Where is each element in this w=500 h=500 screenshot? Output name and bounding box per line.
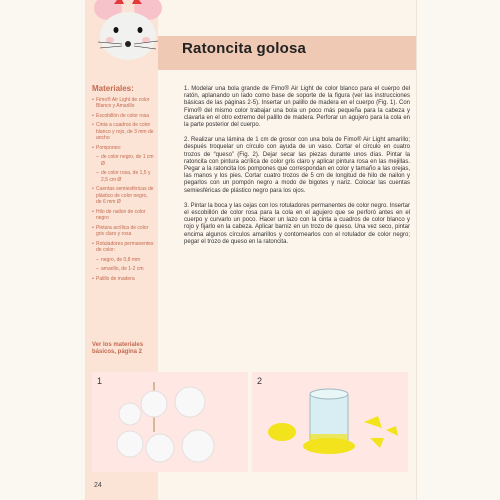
instruction-step-3: 3. Pintar la boca y las cejas con los rotuladores permanentes de color negro. Insertar el escobillón de color rosa para la cola en el agujero que se perforó antes en el cuerpo y curvarlo un poco. Hacer un lazo con la cinta a cuadros de color blanco y rojo y fijarlo en la cabeza. Aplicar barniz en un trozo de queso. Una vez seco, pintar encima algunos círculos amarillos y contornearlos con el rotulador de color negro; pegar el trozo de queso en la ratoncita. [184,202,410,245]
materials-item: • Hilo de nailon de color negro [92,209,154,222]
instruction-step-2: 2. Realizar una lámina de 1 cm de grosor con una bola de Fimo® Air Light amarillo; después troquelar un círculo con ayuda de un vaso. Cortar el círculo en cuatro trozos de “queso” (Fig. 2). Dejar secar las piezas durante unos días. Pintar la ratoncita con pintura acrílica de color gris claro y aplicar pintura rosa en las mejillas. Pegar a la ratoncita los pompones que correspondan en color y tamaño a las orejas, las manos y los pies. Cortar cuatro trozos de 5 cm de longitud de hilo de nailon y pegarlos con un pompón negro a modo de bigotes y nariz. Colocar las cuentas semiesféricas de plástico negro para los ojos. [184,137,410,194]
materials-item: – de color negro, de 1 cm Ø [92,154,154,167]
mouse-head-illustration [92,0,164,62]
materials-item: – de color rosa, de 1,5 y 2,5 cm Ø [92,170,154,183]
materials-items [92,97,154,283]
materials-item: – amarillo, de 1-2 cm [92,266,154,273]
instructions [184,86,410,254]
materials-item: • Escobillón de color rosa [92,113,154,120]
figure-2 [252,372,408,472]
materials-item: • Cuentas semiesféricas de plástico de color negro, de 6 mm Ø [92,186,154,206]
instruction-step-1: 1. Modelar una bola grande de Fimo® Air Light de color blanco para el cuerpo del ratón, aplanando un lado como base de soporte de la figura (ver las instrucciones básicas de las páginas 2-5). Insertar un palillo de madera en el cuerpo (Fig. 1). Con Fimo® del mismo color trabajar una bola un poco más pequeña para la cabeza y clavarla en el otro extremo del palillo de madera. Perforar un agujero para la cola en la parte posterior del cuerpo. [184,86,410,129]
materials-item: • Palillo de madera [92,276,154,283]
materials-list [92,86,154,285]
figure-row [92,372,408,472]
materials-item: • Pompones: [92,145,154,152]
materials-item: • Pintura acrílica de color gris claro y rosa [92,225,154,238]
see-materials-note: Ver los materiales básicos, página 2 [92,342,144,355]
materials-item: • Rotuladores permanentes de color: [92,241,154,254]
materials-heading: Materiales: [92,84,134,93]
page-number: 24 [94,482,102,489]
materials-item: – negro, de 0,8 mm [92,257,154,264]
materials-item: • Cinta a cuadros de color blanco y rojo, de 3 mm de ancho [92,122,154,142]
figure-1-balls-image [92,372,248,472]
page-title: Ratoncita golosa [182,40,307,57]
figure-1 [92,372,248,472]
materials-item: • Fimo® Air Light de color Blanco y Amarillo [92,97,154,110]
figure-number: 2 [257,376,263,386]
figure-number: 1 [97,376,103,386]
figure-2-cheese-image [252,372,408,472]
